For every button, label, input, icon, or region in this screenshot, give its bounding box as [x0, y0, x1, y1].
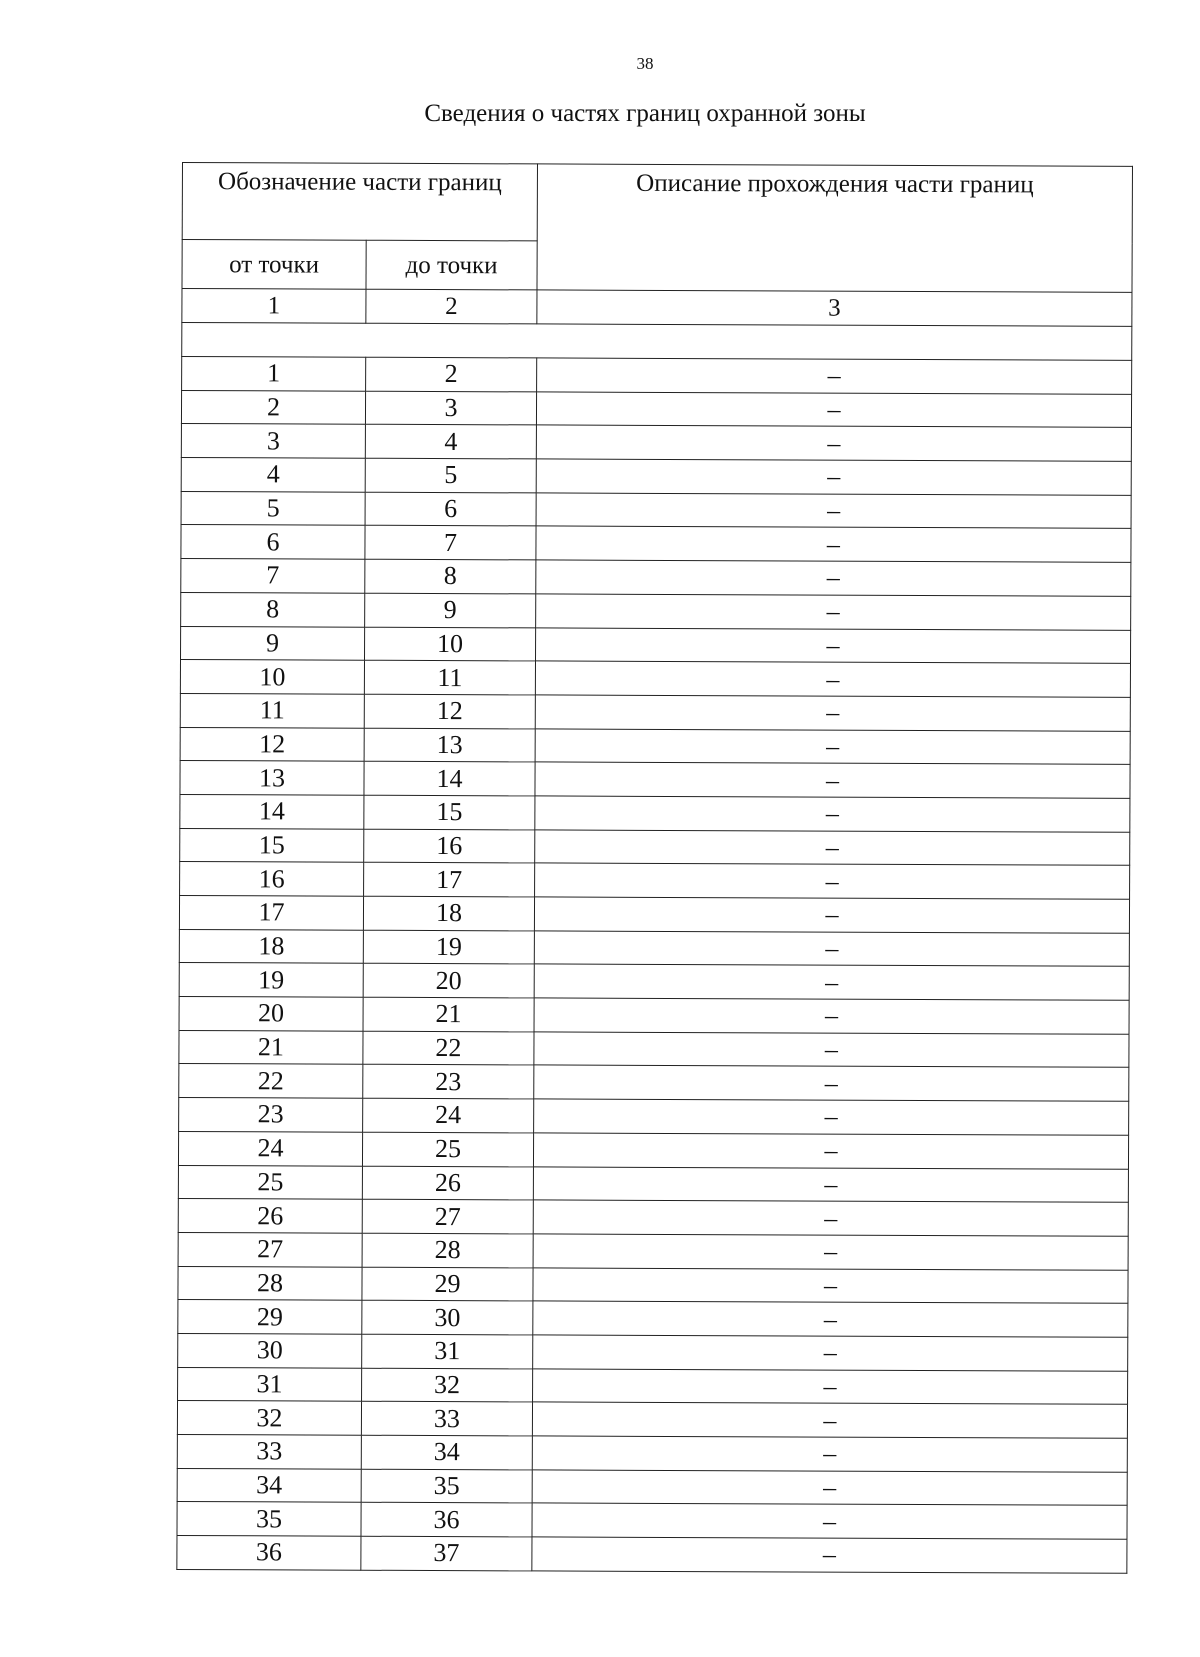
from-point-cell: 26 — [178, 1199, 362, 1233]
from-point-cell: 14 — [180, 794, 364, 828]
from-point-cell: 2 — [181, 390, 365, 424]
table-row — [179, 929, 1129, 967]
from-point-cell: 15 — [180, 828, 364, 862]
boundary-parts-table — [176, 162, 1133, 1574]
column-number-row — [182, 289, 1132, 327]
to-point-cell: 24 — [363, 1098, 534, 1132]
table-row — [181, 592, 1131, 630]
description-cell: – — [533, 1166, 1128, 1202]
table-row — [179, 1030, 1129, 1068]
table-row — [178, 1333, 1128, 1371]
description-cell: – — [533, 1133, 1128, 1169]
from-point-cell: 25 — [178, 1165, 362, 1199]
to-point-cell: 30 — [362, 1300, 533, 1334]
to-point-cell: 19 — [363, 930, 534, 964]
table-row — [178, 1131, 1128, 1169]
table-row — [179, 895, 1129, 933]
table-row — [180, 693, 1130, 731]
to-point-cell: 25 — [362, 1132, 533, 1166]
to-point-cell: 32 — [362, 1368, 533, 1402]
to-point-cell: 14 — [364, 761, 535, 795]
from-point-cell: 19 — [179, 963, 363, 997]
to-point-cell: 3 — [365, 391, 536, 425]
description-cell: – — [535, 830, 1130, 866]
to-point-cell: 15 — [364, 795, 535, 829]
page-number: 38 — [636, 54, 654, 73]
from-point-cell: 21 — [179, 1030, 363, 1064]
table-row — [180, 862, 1130, 900]
from-point-cell: 6 — [181, 525, 365, 559]
description-cell: – — [535, 796, 1130, 832]
to-point-cell: 13 — [364, 728, 535, 762]
table-row — [178, 1266, 1128, 1304]
to-point-cell: 21 — [363, 997, 534, 1031]
section-label — [182, 323, 1132, 361]
description-cell: – — [535, 728, 1130, 764]
table-row — [180, 761, 1130, 799]
from-point-cell: 1 — [182, 357, 366, 391]
description-cell: – — [532, 1436, 1127, 1472]
table-row — [178, 1367, 1128, 1405]
description-cell: – — [535, 661, 1130, 697]
to-point-cell: 34 — [361, 1435, 532, 1469]
description-cell: – — [533, 1234, 1128, 1270]
description-cell: – — [532, 1503, 1127, 1539]
from-point-cell: 9 — [181, 626, 365, 660]
table-row — [177, 1468, 1127, 1506]
description-cell: – — [534, 897, 1129, 933]
description-cell: – — [536, 526, 1131, 562]
description-cell: – — [537, 358, 1132, 394]
from-point-cell: 3 — [181, 424, 365, 458]
table-row — [178, 1165, 1128, 1203]
table-row — [180, 660, 1130, 698]
description-cell: – — [534, 998, 1129, 1034]
table-row — [181, 491, 1131, 529]
description-cell: – — [536, 459, 1131, 495]
from-point-cell: 17 — [179, 895, 363, 929]
from-point-cell: 28 — [178, 1266, 362, 1300]
description-cell: – — [534, 1065, 1129, 1101]
description-cell: – — [534, 1099, 1129, 1135]
to-point-cell: 17 — [364, 863, 535, 897]
table-row — [180, 828, 1130, 866]
description-cell: – — [535, 627, 1130, 663]
table-row — [180, 727, 1130, 765]
to-point-cell: 27 — [362, 1199, 533, 1233]
from-point-cell: 23 — [179, 1098, 363, 1132]
description-cell: – — [533, 1200, 1128, 1236]
description-cell: – — [532, 1537, 1127, 1573]
table-row — [179, 1064, 1129, 1102]
description-cell: – — [533, 1335, 1128, 1371]
to-point-cell: 33 — [361, 1402, 532, 1436]
description-cell: – — [532, 1470, 1127, 1506]
from-point-cell: 18 — [179, 929, 363, 963]
table-row — [181, 626, 1131, 664]
from-point-cell: 11 — [180, 693, 364, 727]
column-number-1: 1 — [182, 289, 366, 324]
to-point-cell: 37 — [361, 1536, 532, 1570]
from-point-cell: 16 — [180, 862, 364, 896]
to-point-cell: 23 — [363, 1065, 534, 1099]
from-point-cell: 5 — [181, 491, 365, 525]
to-point-cell: 5 — [365, 458, 536, 492]
to-point-cell: 31 — [362, 1334, 533, 1368]
section-row — [182, 323, 1132, 361]
table-row — [178, 1300, 1128, 1338]
to-point-cell: 28 — [362, 1233, 533, 1267]
description-cell: – — [535, 762, 1130, 798]
from-point-cell: 24 — [178, 1131, 362, 1165]
to-point-cell: 26 — [362, 1166, 533, 1200]
from-point-cell: 22 — [179, 1064, 363, 1098]
description-cell: – — [535, 863, 1130, 899]
header-boundary-designation: Обозначение части границ — [182, 163, 537, 241]
from-point-cell: 13 — [180, 761, 364, 795]
description-cell: – — [533, 1369, 1128, 1405]
table-row — [182, 357, 1132, 395]
table-row — [181, 390, 1131, 428]
description-cell: – — [536, 392, 1131, 428]
from-point-cell: 7 — [181, 559, 365, 593]
page-title: Сведения о частях границ охранной зоны — [424, 100, 866, 127]
from-point-cell: 34 — [177, 1468, 361, 1502]
from-point-cell: 12 — [180, 727, 364, 761]
table-row — [181, 559, 1131, 597]
to-point-cell: 29 — [362, 1267, 533, 1301]
to-point-cell: 4 — [365, 425, 536, 459]
from-point-cell: 4 — [181, 458, 365, 492]
table-row — [179, 1098, 1129, 1136]
to-point-cell: 2 — [366, 357, 537, 391]
description-cell: – — [533, 1267, 1128, 1303]
to-point-cell: 11 — [364, 660, 535, 694]
from-point-cell: 33 — [177, 1434, 361, 1468]
to-point-cell: 22 — [363, 1031, 534, 1065]
to-point-cell: 9 — [365, 593, 536, 627]
description-cell: – — [533, 1301, 1128, 1337]
to-point-cell: 10 — [365, 627, 536, 661]
table-row — [178, 1232, 1128, 1270]
description-cell: – — [536, 594, 1131, 630]
to-point-cell: 36 — [361, 1503, 532, 1537]
description-cell: – — [536, 493, 1131, 529]
description-cell: – — [534, 964, 1129, 1000]
description-cell: – — [536, 425, 1131, 461]
table-row — [181, 458, 1131, 496]
header-to-point: до точки — [366, 240, 537, 290]
boundary-table-container — [176, 162, 1132, 1574]
table-row — [177, 1434, 1127, 1472]
column-number-2: 2 — [366, 289, 537, 324]
to-point-cell: 16 — [364, 829, 535, 863]
to-point-cell: 6 — [365, 492, 536, 526]
to-point-cell: 12 — [364, 694, 535, 728]
from-point-cell: 32 — [177, 1401, 361, 1435]
description-cell: – — [534, 931, 1129, 967]
to-point-cell: 20 — [363, 964, 534, 998]
from-point-cell: 30 — [178, 1333, 362, 1367]
from-point-cell: 8 — [181, 592, 365, 626]
header-boundary-description: Описание прохождения части границ — [537, 164, 1133, 292]
table-row — [177, 1536, 1127, 1574]
table-row — [179, 963, 1129, 1001]
to-point-cell: 35 — [361, 1469, 532, 1503]
header-row-top — [182, 163, 1132, 244]
from-point-cell: 10 — [180, 660, 364, 694]
from-point-cell: 35 — [177, 1502, 361, 1536]
to-point-cell: 18 — [363, 896, 534, 930]
from-point-cell: 20 — [179, 997, 363, 1031]
from-point-cell: 36 — [177, 1536, 361, 1570]
table-row — [181, 525, 1131, 563]
header-from-point: от точки — [182, 240, 366, 290]
table-row — [179, 997, 1129, 1035]
table-row — [177, 1502, 1127, 1540]
table-row — [177, 1401, 1127, 1439]
to-point-cell: 7 — [365, 526, 536, 560]
from-point-cell: 31 — [178, 1367, 362, 1401]
table-body — [177, 163, 1133, 1574]
to-point-cell: 8 — [365, 559, 536, 593]
description-cell: – — [534, 1032, 1129, 1068]
description-cell: – — [536, 560, 1131, 596]
from-point-cell: 29 — [178, 1300, 362, 1334]
table-row — [181, 424, 1131, 462]
from-point-cell: 27 — [178, 1232, 362, 1266]
description-cell: – — [532, 1402, 1127, 1438]
column-number-3: 3 — [537, 290, 1132, 326]
table-row — [178, 1199, 1128, 1237]
table-row — [180, 794, 1130, 832]
description-cell: – — [535, 695, 1130, 731]
